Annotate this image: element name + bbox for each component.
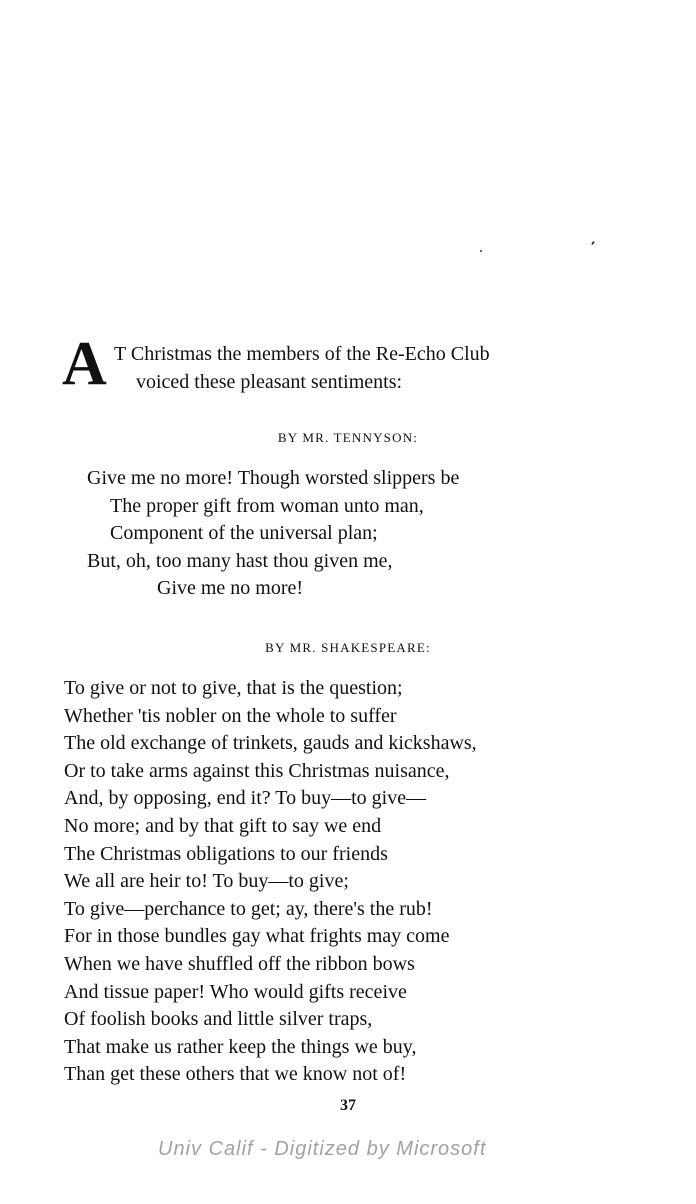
poem-line: Component of the universal plan;	[110, 522, 378, 545]
poem-line: Than get these others that we know not of!	[64, 1063, 407, 1086]
poem-line: And, by opposing, end it? To buy—to give—	[64, 787, 427, 810]
poem-tennyson	[87, 465, 459, 603]
poem-line: That make us rather keep the things we buy,	[64, 1035, 417, 1058]
poem-line: No more; and by that gift to say we end	[64, 814, 382, 837]
poem-line: The Christmas obligations to our friends	[64, 842, 388, 865]
poem-line: For in those bundles gay what frights may come	[64, 925, 450, 948]
poem-line: The old exchange of trinkets, gauds and kickshaws,	[64, 732, 477, 755]
watermark: Univ Calif - Digitized by Microsoft	[158, 1138, 487, 1160]
intro-line: voiced these pleasant sentiments:	[136, 371, 403, 393]
poem-line: Of foolish books and little silver traps,	[64, 1008, 373, 1031]
poem-line: To give—perchance to get; ay, there's the rub!	[64, 897, 433, 920]
section-heading-tennyson: BY MR. TENNYSON:	[277, 430, 419, 445]
poem-line: We all are heir to! To buy—to give;	[64, 870, 349, 893]
poem-line: To give or not to give, that is the question;	[64, 677, 403, 699]
paper-speck	[591, 241, 595, 245]
intro-line: T Christmas the members of the Re-Echo Club	[114, 343, 490, 365]
page-number: 37	[340, 1097, 356, 1114]
poem-line: But, oh, too many hast thou given me,	[87, 549, 393, 572]
poem-shakespeare	[64, 675, 477, 1089]
poem-line: Whether 'tis nobler on the whole to suffer	[64, 704, 397, 727]
poem-line: Give me no more! Though worsted slippers be	[87, 467, 460, 489]
section-heading-shakespeare: BY MR. SHAKESPEARE:	[265, 640, 431, 655]
poem-line: Or to take arms against this Christmas nuisance,	[64, 759, 450, 782]
poem-line: The proper gift from woman unto man,	[110, 494, 424, 517]
poem-line: Give me no more!	[157, 577, 304, 600]
poem-line: When we have shuffled off the ribbon bows	[64, 952, 415, 975]
drop-cap: A	[62, 330, 107, 398]
poem-line: And tissue paper! Who would gifts receive	[64, 980, 407, 1003]
paper-speck	[480, 250, 482, 252]
